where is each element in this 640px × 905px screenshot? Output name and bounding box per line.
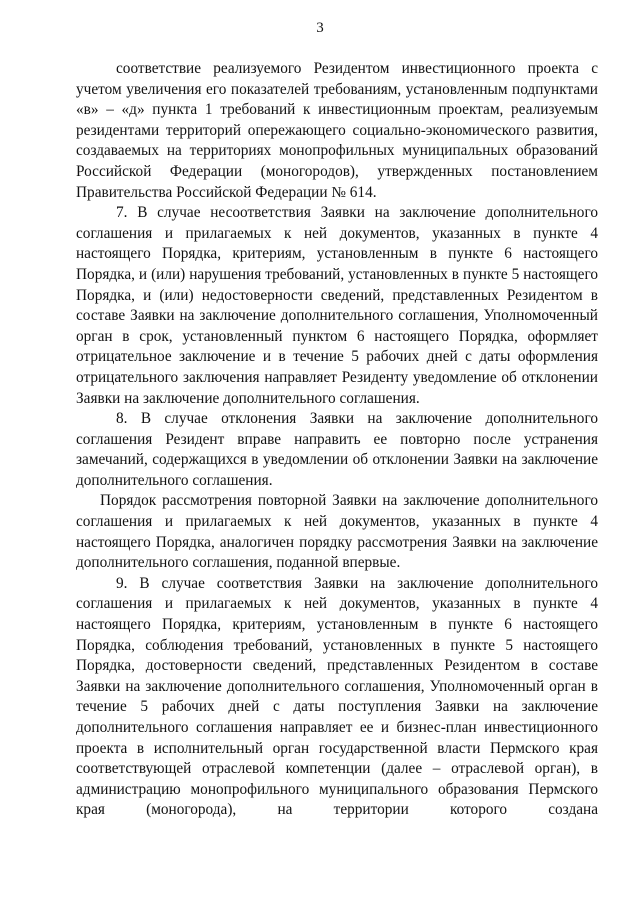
page-number: 3 xyxy=(316,20,324,36)
paragraph-continuation: соответствие реализуемого Резидентом инвестиционного проекта с учетом увеличения его показателей требованиям, установленным подпунктами «в» – «д» пункта 1 требований к инвестиционным проектам, реализуемым резидентами территорий опережающего социально-экономического развития, создаваемых на территориях монопрофильных муниципальных образований Российской Федерации (моногородов), утвержденных постановлением Правительства Российской Федерации № 614. xyxy=(76,60,598,201)
paragraph-9: 9. В случае соответствия Заявки на заключение дополнительного соглашения и прилагаемых к ней документов, указанных в пункте 4 настоящего Порядка, критериям, установленным в пункте 6 настоящего Порядка, соблюдения требований, установленных в пункте 5 настоящего Порядка, достоверности сведений, представленных Резидентом в составе Заявки на заключение дополнительного соглашения, Уполномоченный орган в течение 5 рабочих дней с даты поступления Заявки на заключение дополнительного соглашения направляет ее и бизнес-план инвестиционного проекта в исполнительный орган государственной власти Пермского края соответствующей отраслевой компетенции (далее – отраслевой орган), в администрацию монопрофильного муниципального образования Пермского края (моногорода), на территории которого создана xyxy=(76,574,598,819)
paragraph-8: 8. В случае отклонения Заявки на заключение дополнительного соглашения Резидент вправе направить ее повторно после устранения замечаний, содержащихся в уведомлении об отклонении Заявки на заключение дополнительного соглашения. xyxy=(76,410,598,489)
paragraph-8-repeat: Порядок рассмотрения повторной Заявки на заключение дополнительного соглашения и прилагаемых к ней документов, указанных в пункте 4 настоящего Порядка, аналогичен порядку рассмотрения Заявки на заключение дополнительного соглашения, поданной впервые. xyxy=(76,492,598,572)
document-body xyxy=(76,59,598,821)
paragraph-7: 7. В случае несоответствия Заявки на заключение дополнительного соглашения и прилагаемых к ней документов, указанных в пункте 4 настоящего Порядка, критериям, установленным в пункте 6 настоящего Порядка, и (или) нарушения требований, установленных в пункте 5 настоящего Порядка, и (или) недостоверности сведений, представленных Резидентом в составе Заявки на заключение дополнительного соглашения, Уполномоченный орган в срок, установленный пунктом 6 настоящего Порядка, оформляет отрицательное заключение и в течение 5 рабочих дней с даты оформления отрицательного заключения направляет Резиденту уведомление об отклонении Заявки на заключение дополнительного соглашения. xyxy=(76,204,598,407)
